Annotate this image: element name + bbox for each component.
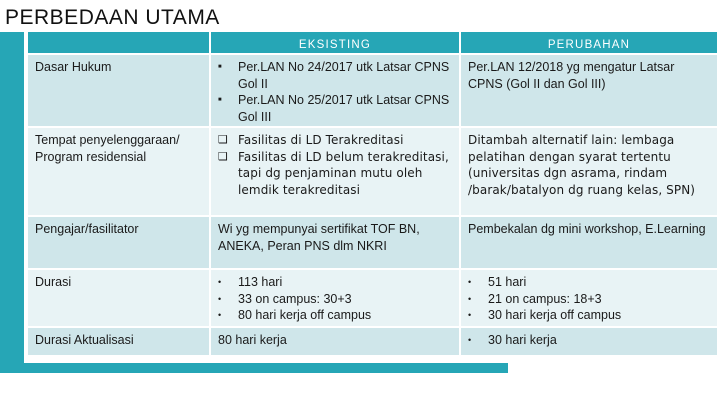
- row-change-dasar-hukum: Per.LAN 12/2018 yg mengatur Latsar CPNS (Gol II dan Gol III): [461, 55, 719, 128]
- list-item: • 33 on campus: 30+3: [218, 291, 352, 306]
- comparison-table: [28, 32, 719, 357]
- header-cell-empty: [28, 32, 211, 55]
- checkbox-bullet-icon: ❑: [218, 149, 228, 163]
- checkbox-bullet-icon: ❑: [218, 133, 228, 146]
- square-bullet-icon: ■: [218, 97, 222, 103]
- row-existing-tempat: [211, 128, 461, 217]
- page-title: PERBEDAAN UTAMA: [5, 6, 220, 29]
- bullet-icon: •: [468, 293, 472, 304]
- bullet-icon: •: [468, 335, 472, 345]
- list-item: • 30 hari kerja: [468, 333, 557, 347]
- header-cell-change: PERUBAHAN: [461, 32, 719, 55]
- bullet-icon: •: [468, 310, 472, 320]
- row-change-tempat: Ditambah alternatif lain: lembaga pelatihan dengan syarat tertentu (universitas dgn asrama, rindam /barak/batalyon dg ruang kelas, SPN): [461, 128, 719, 217]
- row-change-durasi: [461, 270, 719, 328]
- list-item: • 21 on campus: 18+3: [468, 291, 602, 306]
- bullet-icon: •: [218, 277, 222, 287]
- list-item: • 80 hari kerja off campus: [218, 308, 372, 322]
- list-item: • 113 hari: [218, 275, 283, 289]
- bottom-accent-bar: [0, 363, 508, 373]
- row-label-dasar-hukum: Dasar Hukum: [28, 55, 211, 128]
- row-label-pengajar: Pengajar/fasilitator: [28, 217, 211, 270]
- bullet-icon: •: [218, 293, 222, 304]
- list-item: ❑ Fasilitas di LD belum terakreditasi, tapi dg penjaminan mutu oleh lemdik terakreditasi: [218, 149, 449, 197]
- row-label-durasi: Durasi: [28, 270, 211, 328]
- list-item: ■ Per.LAN No 24/2017 utk Latsar CPNS Gol II: [218, 60, 450, 91]
- row-change-durasi-aktualisasi: [461, 328, 719, 357]
- header-cell-existing: EKSISTING: [211, 32, 461, 55]
- row-existing-durasi: [211, 270, 461, 328]
- list-item: ■ Per.LAN No 25/2017 utk Latsar CPNS Gol III: [218, 93, 450, 124]
- row-label-durasi-aktualisasi: Durasi Aktualisasi: [28, 328, 211, 357]
- row-existing-durasi-aktualisasi: 80 hari kerja: [211, 328, 461, 357]
- list-item: • 51 hari: [468, 275, 527, 289]
- row-label-tempat: Tempat penyelenggaraan/ Program residensial: [28, 128, 211, 217]
- row-change-pengajar: Pembekalan dg mini workshop, E.Learning: [461, 217, 719, 270]
- row-existing-pengajar: Wi yg mempunyai sertifikat TOF BN, ANEKA, Peran PNS dlm NKRI: [211, 217, 461, 270]
- row-existing-dasar-hukum: [211, 55, 461, 128]
- square-bullet-icon: ■: [218, 64, 222, 70]
- left-accent-bar: [0, 32, 24, 373]
- bullet-icon: •: [218, 310, 222, 320]
- bullet-icon: •: [468, 277, 472, 287]
- list-item: • 30 hari kerja off campus: [468, 308, 622, 322]
- list-item: ❑ Fasilitas di LD Terakreditasi: [218, 133, 404, 147]
